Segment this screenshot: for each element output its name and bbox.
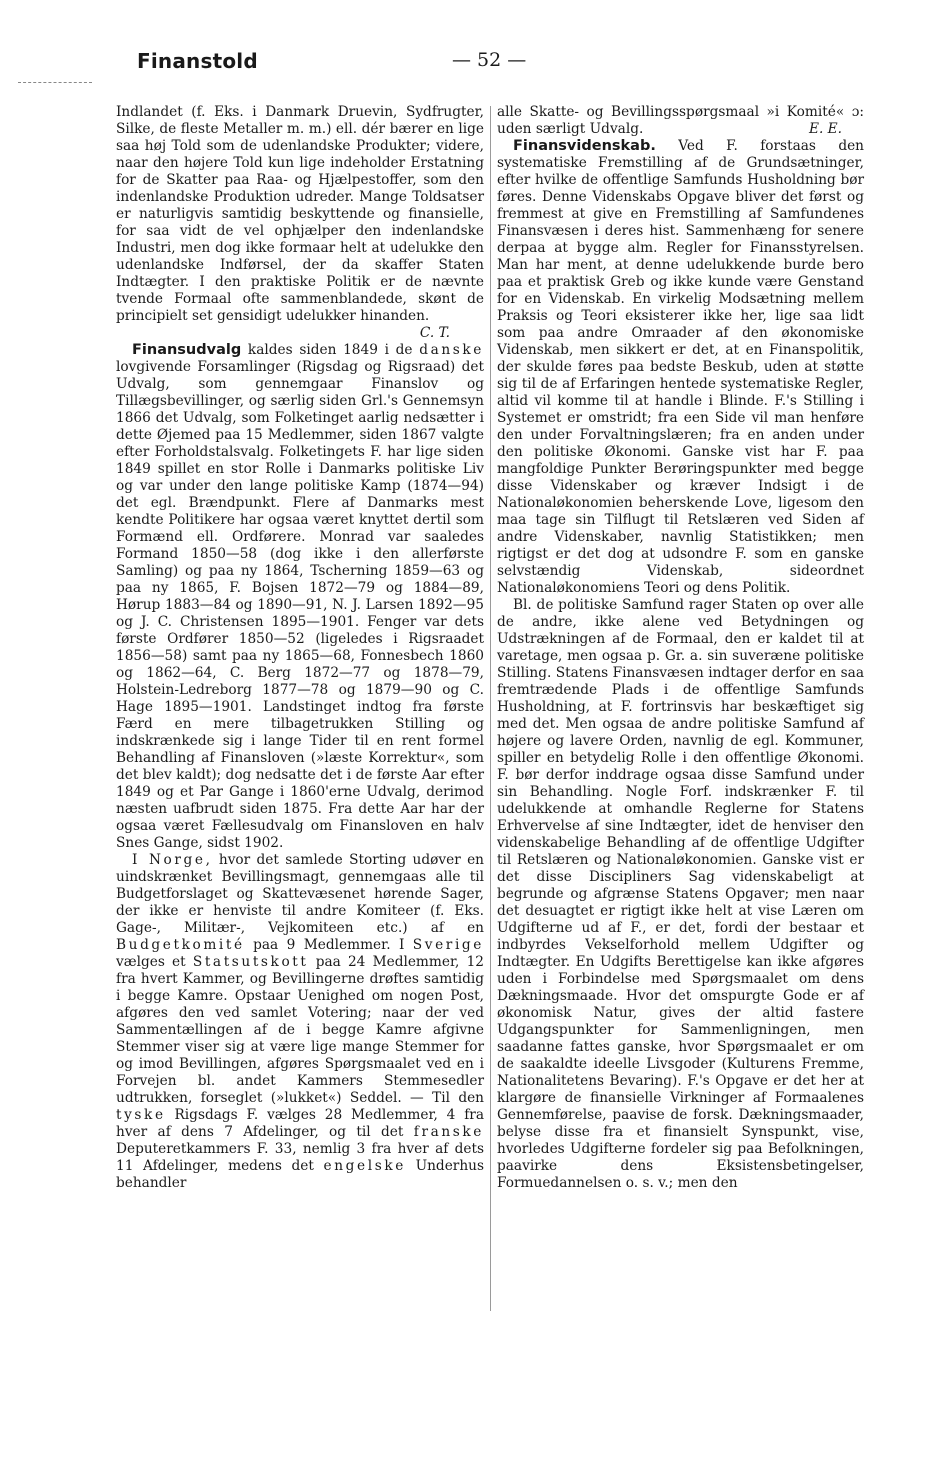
finansudvalg-ending xyxy=(497,104,864,138)
spaced-word-franske: franske xyxy=(413,1124,484,1140)
finansvidenskab-text-1: Ved F. forstaas den systematiske Fremstilling af de Grundsætninger, efter hvilke de offentlige Samfunds Husholdning bør føres. Denne Videnskabs Opgave bliver det først og fremmest at give en Fremstilling af Samfundenes Finansvæsen i deres hist. Sammenhæng for senere derpaa at bygge alm. Regler for Finansstyrelsen. Man har ment, at denne udelukkende burde bero paa et praktisk Greb og ikke kunde være Genstand for en Videnskab. En virkelig Modsætning mellem Praksis og Teori eksisterer ikke her, lige saa lidt som paa andre Omraader af den økonomiske Videnskab, men sikkert er det, at en Finanspolitik, der skulde føres paa bedste Beskub, uden at støtte sig til de af Erfaringen hentede systematiske Regler, altid vil komme til at handle i Blinde. F.'s Stilling i Systemet er omstridt; fra een Side vil man henføre den under Forvaltningslæren; fra en anden under den politiske Økonomi. Ganske vist har F. paa mangfoldige Punkter Berøringspunkter med begge disse Videnskaber og kræver Indsigt i de Nationaløkonomien beherskende Love, ligesom den maa tage sin Tilflugt til Retslæren ved Siden af andre Videnskaber, navnlig Statistikken; men rigtigst er det dog at udsondre F. som en ganske selvstændig Videnskab, sideordnet Nationaløkonomiens Teori og dens Politik. xyxy=(497,138,864,596)
spaced-word-engelske: engelske xyxy=(323,1158,406,1174)
spaced-word-tyske: tyske xyxy=(116,1107,166,1123)
norge-text-2: paa 9 Medlemmer. I xyxy=(253,937,405,953)
finansudvalg-text-2: lovgivende Forsamlinger (Rigsdag og Rigsraad) det Udvalg, som gennemgaar Finanslov og Tillægsbevillinger, og særlig siden Grl.'s Gennemsyn 1866 det Udvalg, som Folketinget aarlig nedsætter i dette Øjemed paa 15 Medlemmer, siden 1867 valgte efter Forholdstalsvalg. Folketingets F. har lige siden 1849 spillet en stor Rolle i Danmarks politiske Liv og var under den lange politiske Kamp (1874—94) det egl. Brændpunkt. Flere af Danmarks mest kendte Politikere har ogsaa været knyttet dertil som Formænd ell. Ordførere. Monrad var saaledes Formand 1850—58 (dog ikke i den allerførste Samling) og paa ny 1864, Tscherning 1859—63 og paa ny 1865, F. Bojsen 1872—79 og 1884—89, Hørup 1883—84 og 1890—91, N. J. Larsen 1892—95 og J. C. Christensen 1895—1901. Fenger var dets første Ordfører 1850—52 (ligeledes i Rigsraadet 1856—58) samt paa ny 1865—68, Fonnesbech 1860 og 1862—64, C. Berg 1872—77 og 1878—79, Holstein-Ledreborg 1877—78 og 1879—90 og C. Hage 1895—1901. Landstinget indtog fra første Færd en mere tilbagetrukken Stilling og indskrænkede sig i lange Tider til en rent formel Behandling af Finansloven (»læste Korrektur«, som det blev kaldt); dog nedsatte det i de første Aar efter 1849 og et Par Gange i 1860'erne Udvalg, derimod næsten uafbrudt siden 1875. Fra dette Aar har der ogsaa været Fællesudvalg om Finansloven en halv Snes Gange, sidst 1902. xyxy=(116,359,484,851)
norge-text-6: Deputeretkammers F. 33, nemlig 3 fra hver af dets 11 Afdelinger, medens det xyxy=(116,1141,484,1174)
norge-text-4: paa 24 Medlemmer, 12 fra hvert Kammer, og Bevillingerne drøftes samtidig i begge Kamre. Opstaar Uenighed om nogen Post, afgøres den ved samlet Votering; naar der ved Sammentællingen af de i begge Kamre afgivne Stemmer viser sig at være lige mange Stemmer for og imod Bevillingen, afgøres Spørgsmaalet ved en i Forvejen bl. andet Kammers Stemmesedler udtrukken, forseglet (»lukket«) Seddel. — Til den xyxy=(116,954,484,1106)
norge-text-3: vælges et xyxy=(116,954,186,970)
finansudvalg-entry xyxy=(116,342,484,852)
finansudvalg-end-text: alle Skatte- og Bevillingsspørgsmaal »i Komité« ɔ: uden særligt Udvalg. xyxy=(497,104,864,137)
author-signature-ee: E. E. xyxy=(808,121,842,137)
spaced-word-sverige: Sverige xyxy=(412,937,484,953)
norge-text-5: Rigsdags F. vælges 28 Medlemmer, 4 fra hver af dens 7 Afdelinger, og til det xyxy=(116,1107,484,1140)
spaced-word-budgetkomite: Budgetkomité xyxy=(116,937,245,953)
finanstold-continuation xyxy=(116,104,484,341)
finansudvalg-text-1: kaldes siden 1849 i de xyxy=(247,342,413,358)
left-column xyxy=(116,104,484,1192)
spaced-word-danske: danske xyxy=(419,342,484,358)
finansvidenskab-entry xyxy=(497,138,864,597)
entry-heading-finansvidenskab: Finansvidenskab. xyxy=(513,138,656,154)
norge-text-7: Underhus behandler xyxy=(116,1158,484,1191)
spaced-word-statsutskott: Statsutskott xyxy=(192,954,309,970)
finansvidenskab-paragraph-2 xyxy=(497,597,864,1192)
finanstold-text: Indlandet (f. Eks. i Danmark Druevin, Sydfrugter, Silke, de fleste Metaller m. m.) ell. dér bærer en lige saa høj Told som de udenlandske Produkter; videre, naar den højere Told kun lige indeholder Erstatning for de Skatter paa Raa- og Hjælpestoffer, som den indenlandske Produktion udreder. Mange Toldsatser er naturligvis samtidig beskyttende og finansielle, for saa vidt de vel ophjælper den indenlandske Industri, men dog ikke formaar helt at udelukke den udenlandske Indførsel, der da skaffer Staten Indtægter. I den praktiske Politik er de nævnte tvende Formaal ofte sammenblandede, skønt de principielt set gensidigt udelukker hinanden. xyxy=(116,104,484,324)
norge-paragraph xyxy=(116,852,484,1192)
scan-mark xyxy=(18,82,92,85)
norge-text-1: hvor det samlede Storting udøver en uindskrænket Bevillingsmagt, gennemgaas alle til Budgetforslaget og Skattevæsenet hørende Sager, der ikke er henviste til andre Komiteer (f. Eks. Gage-, Militær-, Vejkomiteen etc.) af en xyxy=(116,852,484,936)
author-signature-ct: C. T. xyxy=(419,325,450,341)
spaced-word-norge: I Norge, xyxy=(132,852,213,868)
entry-heading-finansudvalg: Finansudvalg xyxy=(132,342,242,358)
right-column xyxy=(497,104,864,1192)
finansvidenskab-text-2: Bl. de politiske Samfund rager Staten op over alle de andre, ikke alene ved Betydningen og Udstrækningen af de Formaal, den er kaldet til at varetage, men ogsaa p. Gr. a. sin suveræne politiske Stilling. Statens Finansvæsen indtager derfor en saa fremtrædende Plads i de offentlige Samfunds Husholdning, at F. fortrinsvis har beskæftiget sig med det. Men ogsaa de andre politiske Samfund af højere og lavere Orden, navnlig de egl. Kommuner, spiller en betydelig Rolle i den offentlige Økonomi. F. bør derfor inddrage ogsaa disse Samfund under sin Behandling. Nogle Forf. indskrænker F. til udelukkende at omhandle Reglerne for Statens Erhvervelse af sine Indtægter, idet de henviser den videnskabelige Behandling af de offentlige Udgifter til Retslæren og Nationaløkonomien. Ganske vist er det disse Discipliners Sag videnskabeligt at begrunde og afgrænse Statens Opgaver; men naar det desuagtet er rigtigt ikke helt at vise Læren om Udgifterne ud af F., er det, fordi der bestaar et indbyrdes Vekselforhold mellem Udgifter og Indtægter. En Udgifts Berettigelse kan ikke afgøres uden i Forbindelse med Spørgsmaalet om dens Dækningsmaade. Hvor det omspurgte Gode er af økonomisk Natur, gives der altid fastere Udgangspunkter for Sammenligningen, men saadanne fattes ganske, hvor Spørgsmaalet er om de saakaldte ideelle Livsgoder (Kulturens Fremme, Nationalitetens Bevaring). F.'s Opgave er det her at klargøre de finansielle Virkninger af Formaalenes Gennemførelse, paavise de forsk. Dækningsmaader, belyse disse fra et finansielt Synspunkt, vise, hvorledes Udgifterne fordeler sig paa Befolkningen, paavirke dens Eksistensbetingelser, Formuedannelsen o. s. v.; men den xyxy=(497,597,864,1191)
running-title: Finanstold xyxy=(137,49,258,73)
page-number: — 52 — xyxy=(452,49,527,71)
column-divider xyxy=(490,106,491,1311)
